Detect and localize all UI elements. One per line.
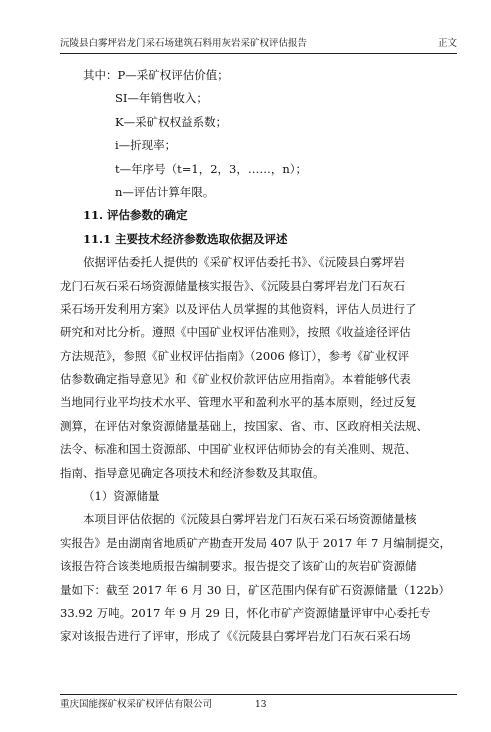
page-footer (60, 698, 457, 712)
subsection-heading: 11.1 主要技术经济参数选取依据及评述 (83, 231, 288, 246)
paragraph-line: 该报告符合该类地质报告编制要求。报告提交了该矿山的灰岩矿资源储 (60, 559, 417, 574)
paragraph-line: 实报告》是由湖南省地质矿产勘查开发局 407 队于 2017 年 7 月编制提交， (60, 535, 451, 550)
page-header (60, 36, 457, 51)
report-title: 沅陵县白雾坪岩龙门采石场建筑石料用灰岩采矿权评估报告 (60, 38, 308, 49)
resource-reserve-heading: （1）资源储量 (83, 489, 160, 504)
formula-legend-item: i—折现率； (115, 138, 177, 153)
header-divider (60, 53, 457, 54)
paragraph-line: 龙门石灰石采石场资源储量核实报告》、《沅陵县白雾坪岩龙门石灰石 (60, 278, 405, 293)
paragraph-line: 采石场开发利用方案》以及评估人员掌握的其他资料，评估人员进行了 (60, 301, 417, 316)
paragraph-basis (60, 251, 456, 485)
formula-legend-item: t—年序号（t=1，2，3，……，n）； (115, 161, 307, 176)
paragraph-line: 指南、指导意见确定各项技术和经济参数及其取值。 (60, 465, 325, 480)
paragraph-line: 33.92 万吨。2017 年 9 月 29 日，怀化市矿产资源储量评审中心委托专 (60, 605, 431, 620)
section-heading: 11. 评估参数的确定 (83, 208, 188, 223)
section-label: 正文 (437, 38, 457, 49)
footer-divider (60, 694, 457, 695)
page-number: 13 (255, 700, 267, 710)
paragraph-line: 本项目评估依据的《沅陵县白雾坪岩龙门石灰石采石场资源储量核 (83, 512, 417, 527)
page-body (60, 64, 456, 649)
formula-legend-item: SI—年销售收入； (115, 91, 208, 106)
paragraph-line: 估参数确定指导意见》和《矿业权价款评估应用指南》。本着能够代表 (60, 372, 411, 387)
paragraph-line: 方法规范》，参照《矿业权评估指南》（2006 修订），参考《矿业权评 (60, 348, 410, 363)
paragraph-line: 当地同行业平均技术水平、管理水平和盈利水平的基本原则，经过反复 (60, 395, 417, 410)
company-name: 重庆国能探矿权采矿权评估有限公司 (60, 699, 213, 710)
paragraph-line: 测算，在评估对象资源储量基础上，按国家、省、市、区政府相关法规、 (60, 418, 428, 433)
paragraph-line: 法令、标准和国土资源部、中国矿业权评估师协会的有关准则、规范、 (60, 442, 417, 457)
paragraph-line: 量如下：截至 2017 年 6 月 30 日，矿区范围内保有矿石资源储量（122b） (60, 582, 450, 597)
formula-legend-item: n—评估计算年限。 (115, 184, 215, 199)
paragraph-line: 家对该报告进行了评审，形成了《《沅陵县白雾坪岩龙门石灰石采石场 (60, 629, 411, 644)
formula-legend-item: K—采矿权权益系数； (115, 114, 228, 129)
paragraph-reserve (60, 508, 456, 648)
formula-legend-intro: 其中：P—采矿权评估价值； (83, 68, 229, 82)
paragraph-line: 依据评估委托人提供的《采矿权评估委托书》、《沅陵县白雾坪岩 (83, 255, 405, 270)
paragraph-line: 研究和对比分析。遵照《中国矿业权评估准则》，按照《收益途径评估 (60, 325, 411, 340)
